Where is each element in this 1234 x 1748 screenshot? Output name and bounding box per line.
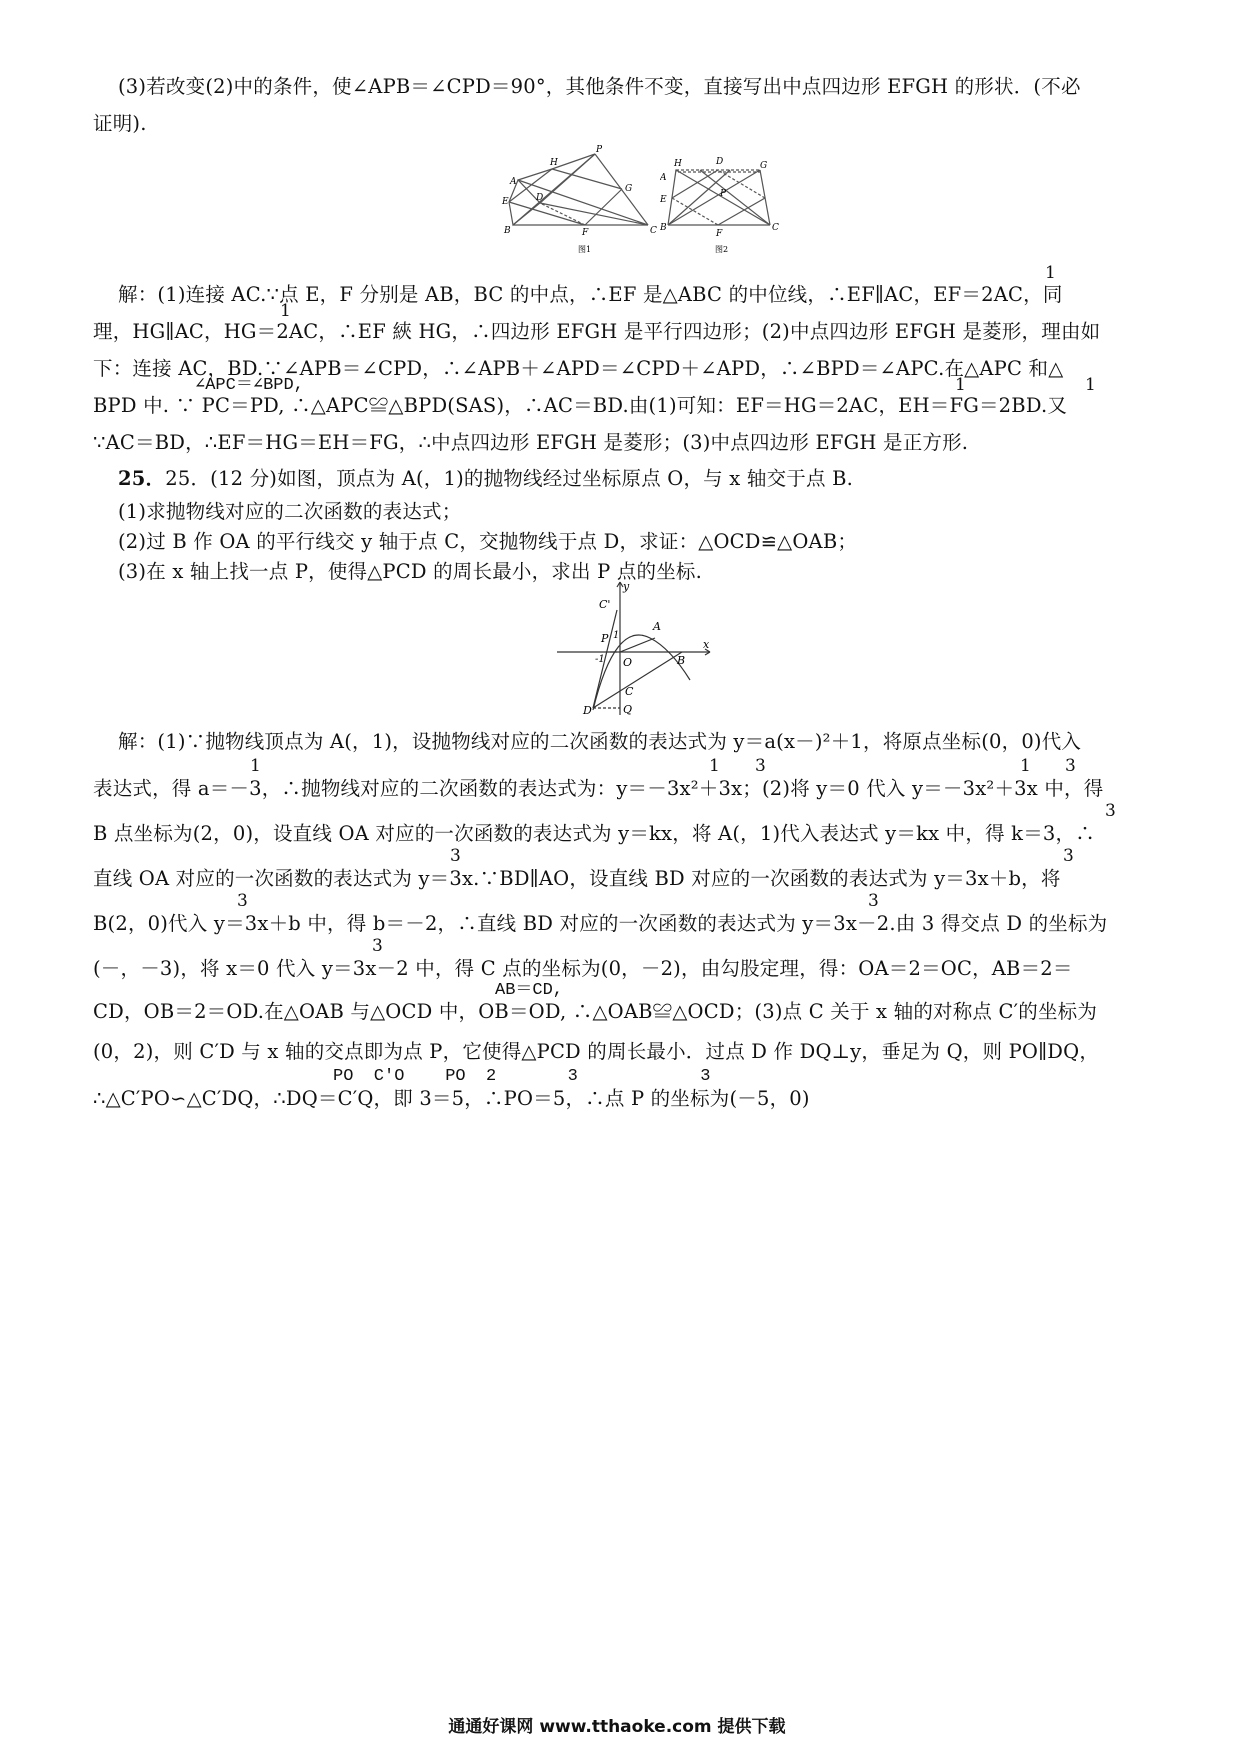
fig2-label-A: A — [660, 173, 667, 183]
fig2-label-C: C — [772, 223, 779, 233]
fig3-label-Q: Q — [623, 703, 633, 716]
sol25-l5-frac2: 3 — [868, 891, 879, 911]
fig1-label-C: C — [650, 226, 657, 236]
fig3-label-Cprime: C' — [599, 598, 611, 611]
sol24-line2: 理，HG∥AC，HG＝2AC，∴EF 綊 HG，∴四边形 EFGH 是平行四边形；(2)中点四边形 EFGH 是菱形，理由如 — [93, 320, 1101, 343]
q25-line2: (1)求抛物线对应的二次函数的表达式； — [118, 500, 462, 523]
fig1-label-P: P — [596, 145, 603, 155]
sol25-l9-fractions: PO C′O PO 2 3 3 — [333, 1067, 711, 1086]
fig1-caption: 图1 — [578, 245, 592, 254]
fig3-label-B: B — [677, 654, 686, 667]
sol25-l6-frac: 3 — [372, 936, 383, 956]
sol24-line4: BPD 中. ∵ PC＝PD, ∴△APC≌△BPD(SAS)，∴AC＝BD.由(1)可知：EF＝HG＝2AC，EH＝FG＝2BD.又 — [93, 394, 1068, 417]
fig1-label-D: D — [536, 193, 544, 203]
page-footer: 通通好课网 www.tthaoke.com 提供下载 — [448, 1717, 786, 1737]
fig2-label-B: B — [660, 223, 667, 233]
fig3-label-D: D — [583, 704, 592, 717]
sol24-l4-frac1: 1 — [955, 375, 966, 395]
sol25-l2-frac5: 3 — [1065, 756, 1076, 776]
sol25-l5-frac1: 3 — [237, 891, 248, 911]
fig1-label-A: A — [510, 177, 517, 187]
sol25-l2-frac4: 1 — [1020, 756, 1031, 776]
sol25-line3: B 点坐标为(2，0)，设直线 OA 对应的一次函数的表达式为 y＝kx，将 A(，1)代入表达式 y＝kx 中，得 k＝3，∴ — [93, 822, 1095, 845]
sol25-line7: CD，OB＝2＝OD.在△OAB 与△OCD 中，OB＝OD, ∴△OAB≌△OCD；(3)点 C 关于 x 轴的对称点 C′的坐标为 — [93, 1000, 1098, 1023]
sol25-line1: 解：(1)∵抛物线顶点为 A(，1)，设抛物线对应的二次函数的表达式为 y＝a(x－)²＋1，将原点坐标(0，0)代入 — [118, 730, 1082, 753]
sol25-line2: 表达式，得 a＝－3，∴抛物线对应的二次函数的表达式为：y＝－3x²＋3x；(2)将 y＝0 代入 y＝－3x²＋3x 中，得 — [93, 777, 1104, 800]
fig2-label-G: G — [760, 161, 768, 171]
sol24-l4-frac2: 1 — [1085, 375, 1096, 395]
fig3-label-O: O — [623, 656, 633, 669]
sol24-line1: 解：(1)连接 AC.∵点 E，F 分别是 AB，BC 的中点，∴EF 是△ABC 的中位线，∴EF∥AC，EF＝2AC，同 — [118, 283, 1063, 306]
q24-part3-line1: (3)若改变(2)中的条件，使∠APB＝∠CPD＝90°，其他条件不变，直接写出中点四边形 EFGH 的形状．(不必 — [118, 75, 1081, 98]
sol25-l4-frac2: 3 — [1063, 846, 1074, 866]
fig3-label-1: 1 — [613, 630, 620, 641]
sol25-l3-frac: 3 — [1105, 801, 1116, 821]
sol24-l2-frac: 1 — [280, 301, 291, 321]
sol25-l7-system: AB＝CD, — [495, 981, 564, 1000]
fig2-caption: 图2 — [715, 245, 729, 254]
fig2-label-D: D — [716, 157, 724, 167]
fig3-label-x: x — [703, 638, 710, 651]
q25-line4: (3)在 x 轴上找一点 P，使得△PCD 的周长最小，求出 P 点的坐标. — [118, 560, 703, 583]
figure-3-parabola — [555, 580, 725, 720]
sol25-l4-frac1: 3 — [450, 846, 461, 866]
sol24-l1-frac: 1 — [1045, 263, 1056, 283]
fig3-label-C: C — [625, 685, 634, 698]
fig3-label-P: P — [601, 632, 609, 645]
sol25-line6: (－，－3)，将 x＝0 代入 y＝3x－2 中，得 C 点的坐标为(0，－2)，由勾股定理，得：OA＝2＝OC，AB＝2＝ — [93, 957, 1073, 980]
sol25-line5: B(2，0)代入 y＝3x＋b 中，得 b＝－2，∴直线 BD 对应的一次函数的表达式为 y＝3x－2.由 3 得交点 D 的坐标为 — [93, 912, 1108, 935]
fig1-label-F: F — [582, 228, 589, 238]
q24-part3-line2: 证明). — [93, 112, 147, 135]
fig3-label-A: A — [653, 620, 661, 633]
figure-1 — [500, 140, 675, 258]
q25-title: 25．25．(12 分)如图，顶点为 A(，1)的抛物线经过坐标原点 O，与 x 轴交于点 B. — [118, 467, 853, 490]
fig1-label-G: G — [625, 184, 633, 194]
fig2-label-F: F — [716, 229, 723, 239]
fig2-label-P: P — [720, 189, 727, 199]
fig1-label-B: B — [504, 226, 511, 236]
fig1-label-H: H — [550, 158, 558, 168]
fig2-label-E: E — [660, 195, 667, 205]
q25-line3: (2)过 B 作 OA 的平行线交 y 轴于点 C，交抛物线于点 D，求证：△OCD≌△OAB； — [118, 530, 858, 553]
sol25-l2-frac1: 1 — [250, 756, 261, 776]
sol24-l4-system: ∠APC＝∠BPD, — [195, 376, 304, 395]
fig3-label-y: y — [623, 580, 630, 593]
fig3-label-neg1: -1 — [595, 654, 605, 665]
fig1-label-E: E — [502, 197, 509, 207]
sol25-line8: (0，2)，则 C′D 与 x 轴的交点即为点 P，它使得△PCD 的周长最小．过点 D 作 DQ⊥y，垂足为 Q，则 PO∥DQ， — [93, 1040, 1100, 1063]
sol25-l2-frac2: 1 — [709, 756, 720, 776]
fig2-label-H: H — [674, 159, 682, 169]
sol24-line3: 下：连接 AC，BD.∵∠APB＝∠CPD，∴∠APB＋∠APD＝∠CPD＋∠APD，∴∠BPD＝∠APC.在△APC 和△ — [93, 357, 1064, 380]
sol24-line5: ∵AC＝BD，∴EF＝HG＝EH＝FG，∴中点四边形 EFGH 是菱形；(3)中点四边形 EFGH 是正方形. — [93, 431, 969, 454]
sol25-l2-frac3: 3 — [755, 756, 766, 776]
sol25-line9: ∴△C′PO∽△C′DQ，∴DQ＝C′Q，即 3＝5，∴PO＝5，∴点 P 的坐标为(－5，0) — [93, 1087, 810, 1110]
figure-2 — [660, 150, 800, 260]
sol25-line4: 直线 OA 对应的一次函数的表达式为 y＝3x.∵BD∥AO，设直线 BD 对应的一次函数的表达式为 y＝3x＋b，将 — [93, 867, 1061, 890]
